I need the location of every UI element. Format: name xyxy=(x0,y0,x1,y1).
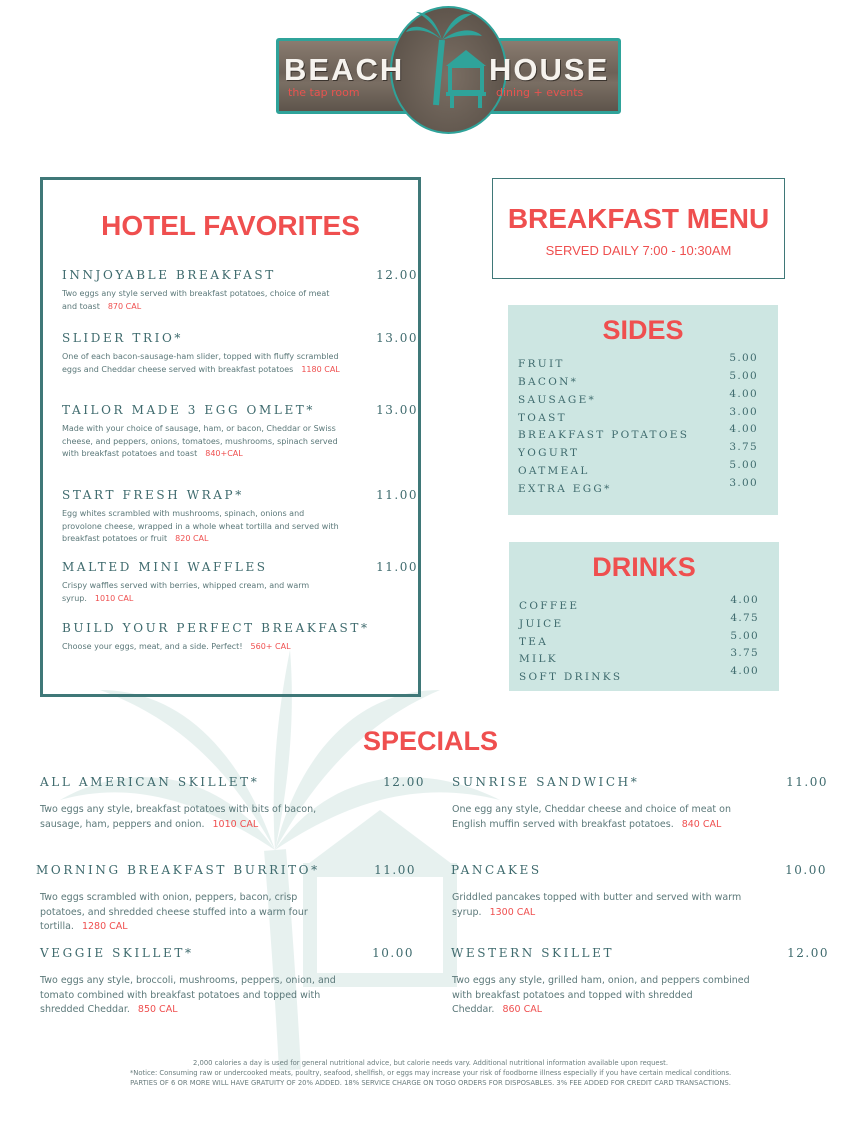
item-calories: 870 CAL xyxy=(107,301,142,311)
sides-row xyxy=(518,423,758,439)
menu-item xyxy=(62,403,418,461)
special-description: Two eggs any style, broccoli, mushrooms, peppers, onion, and tomato combined with breakfast potatoes and topped with shredded Cheddar. 850 CAL xyxy=(40,975,336,1015)
item-price: 13.00 xyxy=(376,403,418,417)
breakfast-menu-header xyxy=(492,178,785,279)
drinks-row xyxy=(519,665,759,681)
drink-price: 5.00 xyxy=(730,630,759,642)
drinks-row xyxy=(519,594,759,610)
sides-row xyxy=(518,352,758,368)
palm-hut-icon xyxy=(406,10,492,110)
footer-calorie-note: 2,000 calories a day is used for general nutritional advice, but calorie needs vary. Additional nutritional information available upon request. xyxy=(193,1059,668,1067)
side-price: 3.00 xyxy=(729,406,758,418)
sides-row xyxy=(518,370,758,386)
special-description: Two eggs any style, breakfast potatoes with bits of bacon, sausage, ham, peppers and onion. 1010 CAL xyxy=(40,804,317,830)
item-name: SLIDER TRIO* xyxy=(62,331,183,345)
drink-price: 4.75 xyxy=(730,612,759,624)
logo-subtitle-right: dining + events xyxy=(496,86,584,99)
item-description: Made with your choice of sausage, ham, or bacon, Cheddar or Swiss cheese, and peppers, onions, tomatoes, mushrooms, spinach served with breakfast potatoes and toast 840+CAL xyxy=(62,424,338,458)
side-label: BREAKFAST POTATOES xyxy=(518,429,690,441)
special-name: WESTERN SKILLET xyxy=(451,946,615,960)
menu-item xyxy=(62,488,418,546)
drinks-row xyxy=(519,612,759,628)
drinks-row xyxy=(519,647,759,663)
footer-gratuity-note: PARTIES OF 6 OR MORE WILL HAVE GRATUITY OF 20% ADDED. 18% SERVICE CHARGE ON TOGO ORDERS FOR DISPOSABLES. 3% FEE ADDED FOR CREDIT CARD TRANSACTIONS. xyxy=(130,1079,731,1087)
special-item xyxy=(451,863,827,920)
item-calories: 840+CAL xyxy=(205,449,243,458)
drinks-title: DRINKS xyxy=(592,552,696,582)
special-calories: 860 CAL xyxy=(502,1004,543,1015)
menu-item xyxy=(62,331,418,376)
side-label: OATMEAL xyxy=(518,465,590,477)
item-name: INNJOYABLE BREAKFAST xyxy=(62,268,276,282)
sides-row xyxy=(518,406,758,422)
item-calories: 1180 CAL xyxy=(301,364,340,374)
side-label: TOAST xyxy=(518,412,567,424)
menu-item xyxy=(62,268,418,313)
item-calories: 560+ CAL xyxy=(250,642,291,651)
side-label: YOGURT xyxy=(518,447,580,459)
special-name: VEGGIE SKILLET* xyxy=(40,946,194,960)
drinks-section xyxy=(509,542,779,691)
hotel-favorites-title: HOTEL FAVORITES xyxy=(101,210,360,241)
footer-health-notice: *Notice: Consuming raw or undercooked meats, poultry, seafood, shellfish, or eggs may increase your risk of foodborne illness especially if you have certain medical conditions. xyxy=(129,1069,732,1077)
item-name: MALTED MINI WAFFLES xyxy=(62,560,268,574)
item-price: 13.00 xyxy=(376,331,418,345)
drinks-row xyxy=(519,630,759,646)
special-price: 12.00 xyxy=(787,946,829,960)
special-description: Two eggs scrambled with onion, peppers, bacon, crisp potatoes, and shredded cheese stuffed into a warm four tortilla. 1280 CAL xyxy=(40,892,308,932)
special-item xyxy=(451,946,829,1018)
drink-price: 3.75 xyxy=(730,647,759,659)
side-label: FRUIT xyxy=(518,358,565,370)
sides-row xyxy=(518,477,758,493)
specials-title: SPECIALS xyxy=(362,726,499,756)
item-calories: 820 CAL xyxy=(175,534,209,543)
item-price: 11.00 xyxy=(376,560,418,574)
breakfast-menu-hours: SERVED DAILY 7:00 - 10:30AM xyxy=(545,243,732,258)
special-price: 10.00 xyxy=(785,863,827,877)
side-price: 5.00 xyxy=(729,352,758,364)
logo-subtitle-left: the tap room xyxy=(288,86,360,99)
item-price: 11.00 xyxy=(376,488,418,502)
logo-word-right: HOUSE xyxy=(489,52,610,87)
drink-price: 4.00 xyxy=(730,665,759,677)
menu-item xyxy=(62,560,418,605)
beach-house-logo xyxy=(276,6,621,134)
drink-label: TEA xyxy=(519,636,549,648)
drink-label: MILK xyxy=(519,653,558,665)
special-calories: 1010 CAL xyxy=(212,818,259,830)
special-item xyxy=(452,775,828,832)
side-price: 3.75 xyxy=(729,441,758,453)
special-calories: 840 CAL xyxy=(681,818,722,830)
side-price: 3.00 xyxy=(729,477,758,489)
drink-label: SOFT DRINKS xyxy=(519,671,623,683)
sides-title: SIDES xyxy=(602,315,684,345)
side-label: SAUSAGE* xyxy=(518,394,597,406)
item-calories: 1010 CAL xyxy=(94,593,134,603)
side-label: EXTRA EGG* xyxy=(518,483,612,495)
item-name: START FRESH WRAP* xyxy=(62,488,244,502)
special-price: 12.00 xyxy=(383,775,425,789)
item-description: Two eggs any style served with breakfast potatoes, choice of meat and toast 870 CAL xyxy=(62,289,330,311)
special-description: Griddled pancakes topped with butter and served with warm syrup. 1300 CAL xyxy=(452,892,742,918)
special-name: MORNING BREAKFAST BURRITO* xyxy=(36,863,320,877)
special-item xyxy=(40,946,414,1018)
item-description: Choose your eggs, meat, and a side. Perfect! 560+ CAL xyxy=(62,642,291,651)
special-description: One egg any style, Cheddar cheese and choice of meat on English muffin served with breakfast potatoes. 840 CAL xyxy=(452,804,731,830)
special-price: 11.00 xyxy=(786,775,828,789)
drink-label: JUICE xyxy=(519,618,564,630)
item-description: One of each bacon-sausage-ham slider, topped with fluffy scrambled eggs and Cheddar cheese served with breakfast potatoes 1180 CAL xyxy=(62,352,340,374)
special-calories: 1280 CAL xyxy=(81,921,128,932)
sides-row xyxy=(518,441,758,457)
sides-row xyxy=(518,459,758,475)
side-price: 4.00 xyxy=(729,423,758,435)
drink-label: COFFEE xyxy=(519,600,580,612)
breakfast-menu-title: BREAKFAST MENU xyxy=(507,203,770,234)
item-name: TAILOR MADE 3 EGG OMLET* xyxy=(62,403,316,417)
item-description: Crispy waffles served with berries, whipped cream, and warm syrup. 1010 CAL xyxy=(62,581,310,603)
side-price: 4.00 xyxy=(729,388,758,400)
hotel-favorites-section xyxy=(40,177,421,697)
side-price: 5.00 xyxy=(729,459,758,471)
special-item xyxy=(36,863,416,935)
sides-row xyxy=(518,388,758,404)
footer-notice xyxy=(40,1058,821,1088)
special-price: 11.00 xyxy=(374,863,416,877)
side-price: 5.00 xyxy=(729,370,758,382)
menu-item xyxy=(62,621,402,654)
special-price: 10.00 xyxy=(372,946,414,960)
special-item xyxy=(40,775,425,832)
item-description: Egg whites scrambled with mushrooms, spinach, onions and provolone cheese, wrapped in a whole wheat tortilla and served with breakfast potatoes or fruit 820 CAL xyxy=(62,509,339,543)
sides-section xyxy=(508,305,778,515)
special-calories: 1300 CAL xyxy=(489,906,536,918)
special-name: PANCAKES xyxy=(451,863,542,877)
special-name: ALL AMERICAN SKILLET* xyxy=(40,775,260,789)
special-calories: 850 CAL xyxy=(137,1004,178,1015)
item-price: 12.00 xyxy=(376,268,418,282)
side-label: BACON* xyxy=(518,376,579,388)
special-name: SUNRISE SANDWICH* xyxy=(452,775,640,789)
item-name: BUILD YOUR PERFECT BREAKFAST* xyxy=(62,621,370,635)
special-description: Two eggs any style, grilled ham, onion, and peppers combined with breakfast potatoes and topped with shredded Cheddar. 860 CAL xyxy=(452,975,750,1015)
drink-price: 4.00 xyxy=(730,594,759,606)
logo-word-left: BEACH xyxy=(284,52,405,87)
